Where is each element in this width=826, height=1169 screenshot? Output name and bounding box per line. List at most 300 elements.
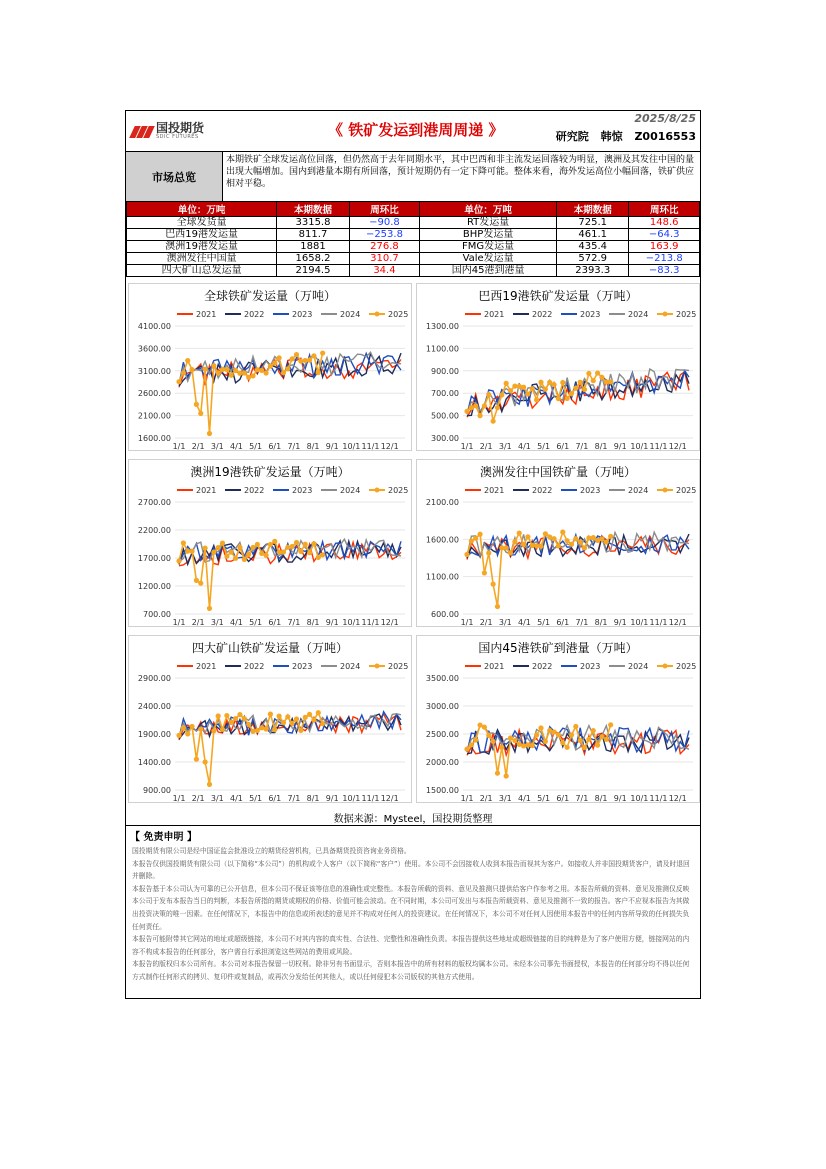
data-point-2025 (543, 387, 548, 392)
data-point-2025 (224, 367, 229, 372)
data-point-2025 (508, 388, 513, 393)
table-cell: 国内45港到港量 (420, 265, 557, 277)
data-point-2025 (608, 722, 613, 727)
data-point-2025 (525, 391, 530, 396)
x-tick-label: 10/1 (342, 794, 361, 802)
data-point-2025 (521, 542, 526, 547)
data-point-2025 (316, 710, 321, 715)
data-point-2025 (464, 409, 469, 414)
data-point-2025 (482, 403, 487, 408)
data-point-2025 (255, 542, 260, 547)
data-point-2025 (272, 360, 277, 365)
data-point-2025 (504, 773, 509, 778)
data-point-2025 (255, 728, 260, 733)
data-point-2025 (320, 350, 325, 355)
data-point-2025 (176, 379, 181, 384)
disclaimer-paragraph: 本报告仅供国投期货有限公司（以下简称“本公司”）的机构或个人客户（以下简称“客户”）使用。本公司不会因接收人收到本报告而视其为客户。如接收人并非国投期货客户，请及时退回并删除。 (132, 859, 690, 881)
y-tick-label: 1100.00 (425, 344, 459, 354)
table-cell: 148.6 (629, 217, 700, 229)
data-point-2025 (320, 721, 325, 726)
data-point-2025 (207, 431, 212, 436)
x-tick-label: 7/1 (575, 794, 589, 802)
data-point-2025 (272, 539, 277, 544)
data-point-2025 (220, 540, 225, 545)
table-cell: −90.8 (349, 217, 420, 229)
legend-label: 2025 (388, 662, 409, 671)
legend-marker (663, 664, 668, 669)
legend-label: 2022 (244, 662, 265, 671)
data-point-2025 (599, 734, 604, 739)
x-tick-label: 4/1 (230, 442, 243, 450)
data-point-2025 (224, 554, 229, 559)
chart-title: 国内45港铁矿到港量（万吨） (478, 641, 638, 655)
table-header: 本期数据 (277, 202, 349, 217)
x-tick-label: 6/1 (268, 794, 282, 802)
data-point-2025 (595, 370, 600, 375)
y-tick-label: 1400.00 (137, 758, 171, 767)
x-tick-label: 7/1 (575, 618, 589, 626)
table-header: 单位：万吨 (127, 202, 277, 217)
data-table (126, 201, 700, 277)
legend-label: 2021 (484, 486, 505, 495)
data-point-2025 (229, 550, 234, 555)
table-cell: 163.9 (629, 241, 700, 253)
legend-label: 2022 (532, 486, 553, 495)
table-row (127, 265, 700, 277)
chart-title: 澳洲发往中国铁矿量（万吨） (479, 465, 637, 479)
x-tick-label: 10/1 (342, 618, 361, 626)
legend-label: 2021 (484, 310, 505, 319)
table-cell: Vale发运量 (420, 253, 557, 265)
x-tick-label: 9/1 (613, 442, 627, 450)
data-point-2025 (538, 725, 543, 730)
y-tick-label: 2700.00 (137, 498, 171, 507)
legend-label: 2022 (244, 486, 265, 495)
x-tick-label: 4/1 (518, 442, 531, 450)
data-point-2025 (203, 367, 208, 372)
y-tick-label: 4100.00 (137, 322, 171, 331)
data-point-2025 (181, 540, 186, 545)
data-point-2025 (560, 529, 565, 534)
data-point-2025 (316, 370, 321, 375)
data-point-2025 (608, 534, 613, 539)
data-point-2025 (307, 712, 312, 717)
data-point-2025 (233, 556, 238, 561)
legend-label: 2024 (340, 486, 361, 495)
x-tick-label: 2/1 (191, 618, 205, 626)
table-cell: 1881 (277, 241, 349, 253)
x-tick-label: 3/1 (498, 794, 512, 802)
x-tick-label: 9/1 (325, 442, 339, 450)
x-tick-label: 7/1 (287, 618, 301, 626)
y-tick-label: 2600.00 (137, 389, 171, 399)
table-header: 周环比 (349, 202, 420, 217)
x-tick-label: 12/1 (380, 618, 399, 626)
y-tick-label: 2000.00 (425, 758, 459, 767)
legend-label: 2025 (676, 486, 697, 495)
department: 研究院 (555, 130, 589, 143)
x-tick-label: 4/1 (518, 618, 531, 626)
legend-marker (375, 488, 380, 493)
line-chart (417, 636, 699, 802)
data-point-2025 (203, 759, 208, 764)
data-point-2025 (211, 550, 216, 555)
data-point-2025 (294, 540, 299, 545)
legend-label: 2025 (388, 486, 409, 495)
data-point-2025 (189, 549, 194, 554)
x-tick-label: 4/1 (230, 794, 243, 802)
y-tick-label: 3100.00 (137, 366, 171, 376)
data-point-2025 (573, 724, 578, 729)
data-point-2025 (246, 722, 251, 727)
license-number: Z0016553 (634, 130, 696, 143)
data-point-2025 (242, 557, 247, 562)
data-point-2025 (512, 539, 517, 544)
data-point-2025 (599, 536, 604, 541)
x-tick-label: 3/1 (210, 618, 224, 626)
x-tick-label: 6/1 (268, 618, 282, 626)
logo-mark-icon (132, 126, 152, 138)
data-point-2025 (591, 728, 596, 733)
x-tick-label: 1/1 (460, 442, 474, 450)
x-tick-label: 11/1 (361, 442, 380, 450)
data-point-2025 (477, 413, 482, 418)
data-point-2025 (176, 558, 181, 563)
y-tick-label: 500.00 (431, 411, 459, 421)
y-tick-label: 900.00 (431, 366, 459, 376)
data-point-2025 (298, 359, 303, 364)
data-point-2025 (216, 545, 221, 550)
y-tick-label: 3500.00 (425, 674, 459, 683)
chart-title: 澳洲19港铁矿发运量（万吨） (190, 465, 350, 479)
x-tick-label: 4/1 (518, 794, 531, 802)
data-point-2025 (233, 368, 238, 373)
report-date: 2025/8/25 (634, 112, 696, 125)
chart-panel (128, 635, 412, 803)
disclaimer-body (132, 845, 696, 984)
x-tick-label: 10/1 (342, 442, 361, 450)
legend-label: 2023 (580, 310, 601, 319)
data-point-2025 (311, 541, 316, 546)
data-point-2025 (586, 737, 591, 742)
line-chart (129, 636, 411, 802)
data-point-2025 (290, 356, 295, 361)
summary-text: 本期铁矿全球发运高位回落，但仍然高于去年同期水平，其中巴西和非主流发运回落较为明显，澳洲及其发往中国的量出现大幅增加。国内到港量本期有所回落，预计短期仍有一定下降可能。整体来看，海外发运高位小幅回落，铁矿供应相对平稳。 (226, 155, 695, 189)
disclaimer-paragraph: 本报告可能附带其它网站的地址或超级链接，本公司不对其内容的真实性、合法性、完整性和准确性负责。本报告提供这些地址或超级链接的目的纯粹是为了客户使用方便，链接网站的内容不构成本报告的任何部分，客户需自行承担浏览这些网站的费用或风险。 (132, 935, 690, 956)
x-tick-label: 9/1 (325, 794, 339, 802)
table-cell: 四大矿山总发运量 (127, 265, 277, 277)
data-point-2025 (486, 733, 491, 738)
data-point-2025 (569, 542, 574, 547)
chart-panel (128, 283, 412, 451)
x-tick-label: 5/1 (249, 794, 263, 802)
table-cell: 全球发货量 (127, 217, 277, 229)
x-tick-label: 8/1 (306, 442, 320, 450)
table-cell: 1658.2 (277, 253, 349, 265)
data-point-2025 (220, 727, 225, 732)
data-point-2025 (207, 782, 212, 787)
x-tick-label: 10/1 (630, 442, 649, 450)
data-point-2025 (285, 366, 290, 371)
data-point-2025 (569, 391, 574, 396)
table-cell: 2393.3 (557, 265, 629, 277)
data-point-2025 (504, 381, 509, 386)
x-tick-label: 1/1 (460, 794, 474, 802)
line-chart (417, 460, 699, 626)
data-point-2025 (591, 378, 596, 383)
legend-label: 2023 (292, 310, 313, 319)
legend-label: 2022 (532, 310, 553, 319)
data-point-2025 (189, 724, 194, 729)
data-point-2025 (246, 552, 251, 557)
data-point-2025 (185, 731, 190, 736)
x-tick-label: 7/1 (575, 442, 589, 450)
data-point-2025 (263, 726, 268, 731)
data-point-2025 (268, 712, 273, 717)
x-tick-label: 9/1 (613, 794, 627, 802)
report-frame (125, 110, 701, 999)
chart-panel (128, 459, 412, 627)
data-point-2025 (185, 358, 190, 363)
x-tick-label: 10/1 (630, 794, 649, 802)
data-point-2025 (294, 352, 299, 357)
data-point-2025 (573, 386, 578, 391)
data-point-2025 (491, 419, 496, 424)
data-point-2025 (316, 555, 321, 560)
data-point-2025 (525, 534, 530, 539)
table-header: 单位：万吨 (420, 202, 557, 217)
x-tick-label: 8/1 (594, 618, 608, 626)
data-point-2025 (259, 368, 264, 373)
x-tick-label: 12/1 (668, 794, 687, 802)
data-point-2025 (290, 721, 295, 726)
legend-label: 2021 (196, 310, 217, 319)
data-point-2025 (181, 370, 186, 375)
data-point-2025 (491, 739, 496, 744)
y-tick-label: 2100.00 (137, 411, 171, 421)
legend-label: 2024 (340, 662, 361, 671)
data-point-2025 (604, 737, 609, 742)
data-point-2025 (211, 363, 216, 368)
data-point-2025 (530, 543, 535, 548)
data-point-2025 (473, 403, 478, 408)
x-tick-label: 3/1 (498, 442, 512, 450)
table-cell: 461.1 (557, 229, 629, 241)
data-point-2025 (307, 358, 312, 363)
data-point-2025 (560, 740, 565, 745)
data-point-2025 (464, 746, 469, 751)
data-point-2025 (508, 735, 513, 740)
logo-subtext: SDIC FUTURES (156, 134, 199, 140)
data-point-2025 (194, 402, 199, 407)
data-point-2025 (473, 737, 478, 742)
data-point-2025 (560, 380, 565, 385)
data-point-2025 (491, 582, 496, 587)
data-point-2025 (268, 542, 273, 547)
data-point-2025 (285, 545, 290, 550)
data-point-2025 (268, 363, 273, 368)
data-point-2025 (281, 549, 286, 554)
data-point-2025 (573, 536, 578, 541)
table-cell: 34.4 (349, 265, 420, 277)
table-cell: 725.1 (557, 217, 629, 229)
legend-label: 2024 (628, 310, 649, 319)
data-point-2025 (320, 552, 325, 557)
data-point-2025 (538, 544, 543, 549)
data-point-2025 (464, 552, 469, 557)
chart-title: 四大矿山铁矿发运量（万吨） (191, 641, 349, 655)
x-tick-label: 2/1 (191, 442, 205, 450)
y-tick-label: 3000.00 (425, 702, 459, 711)
x-tick-label: 8/1 (306, 618, 320, 626)
x-tick-label: 10/1 (630, 618, 649, 626)
y-tick-label: 1500.00 (425, 786, 459, 795)
y-tick-label: 2100.00 (425, 498, 459, 507)
data-point-2025 (224, 713, 229, 718)
data-point-2025 (298, 549, 303, 554)
x-tick-label: 6/1 (556, 794, 570, 802)
data-point-2025 (229, 720, 234, 725)
y-tick-label: 1600.00 (137, 434, 171, 443)
table-cell: 澳洲发往中国量 (127, 253, 277, 265)
data-point-2025 (207, 606, 212, 611)
table-cell: 276.8 (349, 241, 420, 253)
table-cell: 2194.5 (277, 265, 349, 277)
data-point-2025 (530, 386, 535, 391)
x-tick-label: 11/1 (649, 442, 668, 450)
disclaimer-paragraph: 国投期货有限公司是经中国证监会批准设立的期货经营机构，已具备期货投资咨询业务资格。 (132, 847, 411, 855)
data-point-2025 (543, 531, 548, 536)
data-point-2025 (582, 745, 587, 750)
y-tick-label: 3600.00 (137, 344, 171, 354)
table-cell: 澳洲19港发运量 (127, 241, 277, 253)
y-tick-label: 300.00 (431, 434, 459, 443)
data-point-2025 (233, 716, 238, 721)
x-tick-label: 3/1 (210, 442, 224, 450)
y-tick-label: 600.00 (431, 610, 459, 619)
data-point-2025 (578, 738, 583, 743)
data-point-2025 (604, 539, 609, 544)
data-point-2025 (517, 384, 522, 389)
table-cell: 435.4 (557, 241, 629, 253)
data-point-2025 (499, 392, 504, 397)
data-point-2025 (556, 732, 561, 737)
table-header: 周环比 (629, 202, 700, 217)
legend-label: 2021 (196, 662, 217, 671)
data-point-2025 (303, 715, 308, 720)
data-point-2025 (469, 742, 474, 747)
data-point-2025 (263, 370, 268, 375)
x-tick-label: 2/1 (479, 442, 493, 450)
data-point-2025 (599, 375, 604, 380)
data-point-2025 (237, 545, 242, 550)
data-point-2025 (285, 714, 290, 719)
data-point-2025 (189, 367, 194, 372)
data-point-2025 (578, 539, 583, 544)
table-row (127, 241, 700, 253)
author-name: 韩惊 (600, 130, 623, 143)
x-tick-label: 1/1 (172, 618, 186, 626)
legend-label: 2024 (628, 662, 649, 671)
x-tick-label: 1/1 (460, 618, 474, 626)
x-tick-label: 5/1 (249, 442, 263, 450)
data-point-2025 (469, 538, 474, 543)
data-point-2025 (255, 367, 260, 372)
y-tick-label: 700.00 (431, 389, 459, 399)
data-point-2025 (534, 397, 539, 402)
data-point-2025 (486, 392, 491, 397)
chart-panel (416, 283, 700, 451)
x-tick-label: 2/1 (479, 794, 493, 802)
data-point-2025 (250, 545, 255, 550)
disclaimer (126, 825, 700, 984)
table-cell: 3315.8 (277, 217, 349, 229)
x-tick-label: 6/1 (556, 618, 570, 626)
data-point-2025 (569, 732, 574, 737)
legend-label: 2023 (580, 662, 601, 671)
x-tick-label: 9/1 (613, 618, 627, 626)
x-tick-label: 11/1 (361, 618, 380, 626)
data-point-2025 (242, 716, 247, 721)
data-point-2025 (482, 725, 487, 730)
x-tick-label: 7/1 (287, 794, 301, 802)
data-point-2025 (198, 726, 203, 731)
y-tick-label: 2500.00 (425, 730, 459, 739)
data-point-2025 (272, 727, 277, 732)
data-point-2025 (504, 545, 509, 550)
data-point-2025 (307, 550, 312, 555)
x-tick-label: 5/1 (537, 442, 551, 450)
x-tick-label: 8/1 (306, 794, 320, 802)
data-point-2025 (556, 543, 561, 548)
x-tick-label: 12/1 (380, 442, 399, 450)
report-header (126, 111, 700, 151)
data-point-2025 (298, 728, 303, 733)
data-point-2025 (495, 604, 500, 609)
data-point-2025 (194, 578, 199, 583)
x-tick-label: 11/1 (361, 794, 380, 802)
legend-label: 2023 (292, 486, 313, 495)
data-point-2025 (499, 745, 504, 750)
data-point-2025 (586, 371, 591, 376)
legend-label: 2024 (340, 310, 361, 319)
table-row (127, 217, 700, 229)
data-point-2025 (237, 712, 242, 717)
chart-panel (416, 459, 700, 627)
data-point-2025 (277, 355, 282, 360)
y-tick-label: 1300.00 (425, 322, 459, 331)
x-tick-label: 8/1 (594, 794, 608, 802)
data-point-2025 (198, 411, 203, 416)
table-cell: 811.7 (277, 229, 349, 241)
logo-text: 国投期货 (156, 121, 205, 135)
company-logo (132, 123, 204, 140)
y-tick-label: 1200.00 (137, 582, 171, 591)
x-tick-label: 2/1 (479, 618, 493, 626)
data-source: 数据来源：Mysteel，国投期货整理 (333, 814, 493, 825)
legend-label: 2023 (292, 662, 313, 671)
x-tick-label: 5/1 (249, 618, 263, 626)
x-tick-label: 2/1 (191, 794, 205, 802)
data-point-2025 (486, 550, 491, 555)
disclaimer-paragraph: 本报告基于本公司认为可靠的已公开信息，但本公司不保证该等信息的准确性或完整性。本报告所载的资料、意见及推测只提供给客户作参考之用。本报告所载的资料、意见及推测仅反映本公司于发布本报告当日的判断，本报告所指的期货或期权的价格、价值可能会波动。在不同时期，本公司可发出与本报告所载资料、意见及推测不一致的报告。客户不应视本报告为其做出投资决策的唯一因素。在任何情况下，本报告中的信息或所表述的意见并不构成对任何人的投资建议。在任何情况下，本公司不对任何人因使用本报告中的任何内容所导致的任何损失负任何责任。 (132, 884, 690, 931)
data-point-2025 (565, 396, 570, 401)
data-point-2025 (250, 729, 255, 734)
legend-marker (375, 664, 380, 669)
line-chart (129, 460, 411, 626)
market-summary (126, 151, 700, 202)
data-point-2025 (551, 536, 556, 541)
